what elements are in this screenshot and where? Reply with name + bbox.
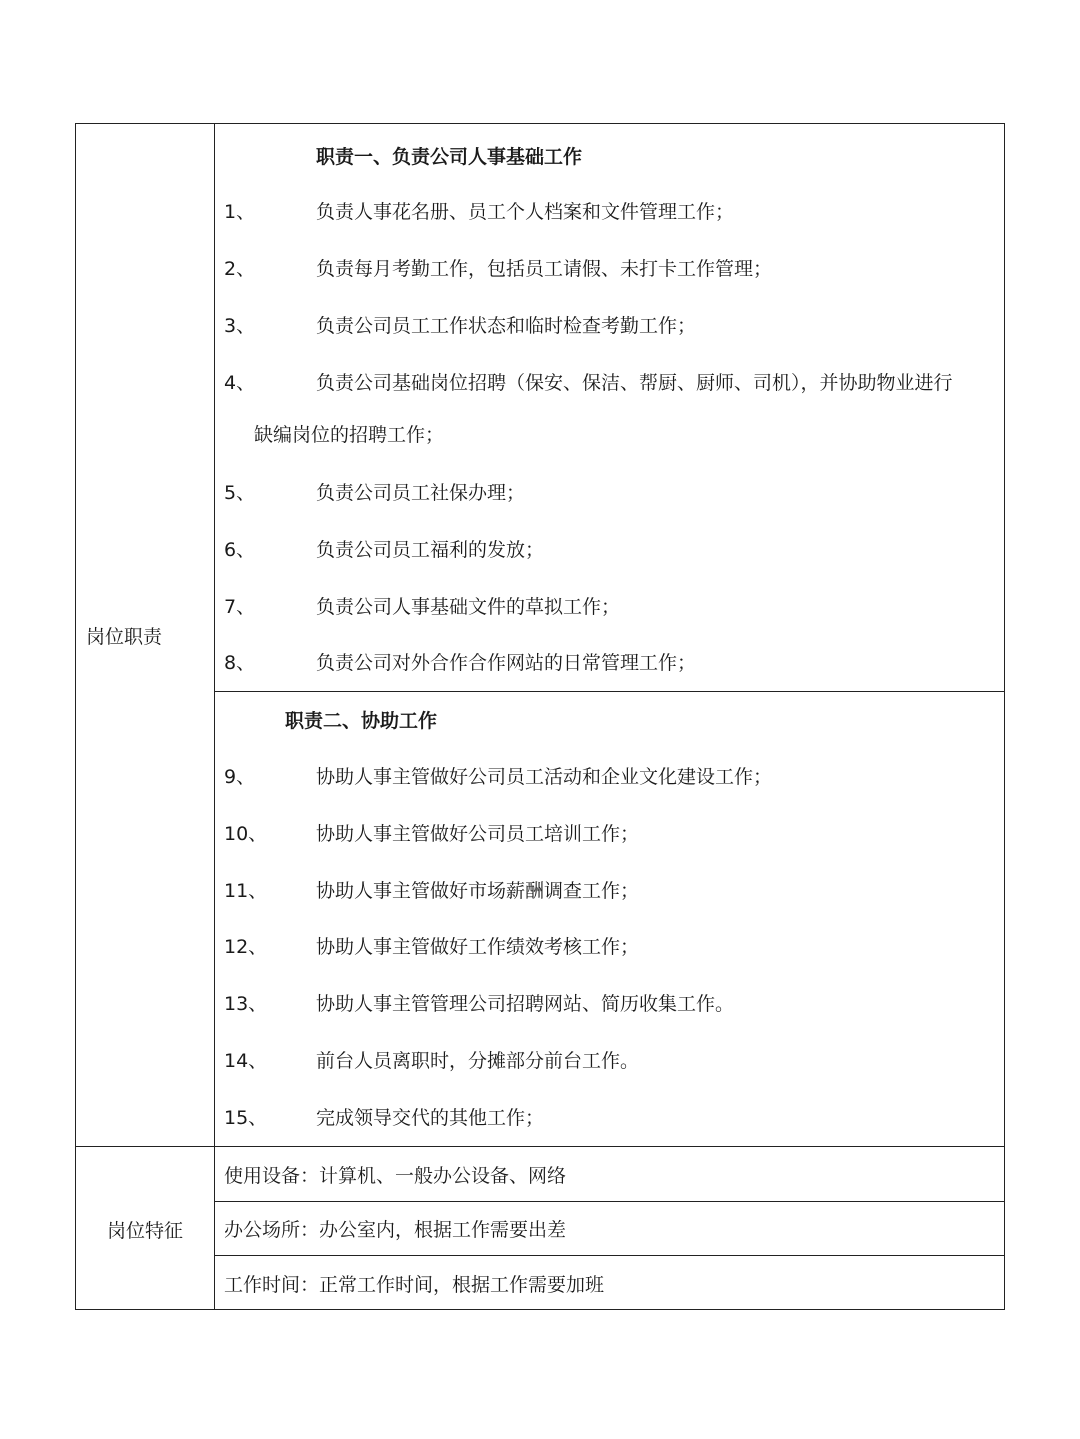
feature-workplace: 办公场所：办公室内，根据工作需要出差: [215, 1202, 1004, 1256]
item-text: 负责公司员工社保办理；: [316, 482, 526, 504]
duties-section-2: [215, 692, 1004, 1147]
item-text: 协助人事主管做好公司员工活动和企业文化建设工作；: [316, 766, 773, 788]
item-text: 负责人事花名册、员工个人档案和文件管理工作；: [316, 201, 735, 223]
item-number: 9、: [224, 766, 256, 788]
item-number: 6、: [224, 539, 256, 561]
item-number: 4、: [224, 372, 256, 394]
item-text: 负责公司基础岗位招聘（保安、保洁、帮厨、厨师、司机），并协助物业进行: [316, 372, 953, 394]
item-number: 8、: [224, 652, 256, 674]
item-text: 负责公司对外合作合作网站的日常管理工作；: [316, 652, 697, 674]
item-number: 15、: [224, 1107, 268, 1129]
list-item: [224, 369, 998, 451]
item-text: 负责公司人事基础文件的草拟工作；: [316, 596, 621, 618]
item-text: 协助人事主管做好公司员工培训工作；: [316, 823, 640, 845]
item-text: 负责公司员工福利的发放；: [316, 539, 545, 561]
feature-equipment: 使用设备：计算机、一般办公设备、网络: [215, 1148, 1004, 1202]
feature-work-hours: 工作时间：正常工作时间，根据工作需要加班: [224, 1273, 605, 1296]
item-number: 2、: [224, 258, 256, 280]
item-text: 负责公司员工工作状态和临时检查考勤工作；: [316, 315, 697, 337]
item-text: 完成领导交代的其他工作；: [316, 1107, 545, 1129]
item-number: 13、: [224, 993, 268, 1015]
duties-section-1: [215, 124, 1004, 692]
item-text: 前台人员离职时，分摊部分前台工作。: [316, 1050, 640, 1072]
duties-label-cell: [76, 124, 214, 1147]
label-column: [76, 124, 215, 1309]
item-text: 协助人事主管做好市场薪酬调查工作；: [316, 880, 640, 902]
item-number: 11、: [224, 880, 268, 902]
item-number: 7、: [224, 596, 256, 618]
item-number: 12、: [224, 936, 268, 958]
item-number: 1、: [224, 201, 256, 223]
section-2-title: 职责二、协助工作: [285, 710, 438, 732]
section-1-title: 职责一、负责公司人事基础工作: [316, 146, 583, 168]
duties-label: 岗位职责: [86, 625, 163, 648]
content-column: [215, 124, 1004, 1309]
item-text: 协助人事主管管理公司招聘网站、简历收集工作。: [316, 993, 735, 1015]
item-text: 负责每月考勤工作，包括员工请假、未打卡工作管理；: [316, 258, 773, 280]
item-text-continued: 缺编岗位的招聘工作；: [254, 424, 445, 446]
features-label-cell: [76, 1147, 214, 1311]
item-text: 协助人事主管做好工作绩效考核工作；: [316, 936, 640, 958]
job-description-table: [75, 123, 1005, 1310]
features-label: 岗位特征: [106, 1219, 183, 1242]
item-number: 10、: [224, 823, 268, 845]
item-number: 5、: [224, 482, 256, 504]
item-number: 14、: [224, 1050, 268, 1072]
item-number: 3、: [224, 315, 256, 337]
